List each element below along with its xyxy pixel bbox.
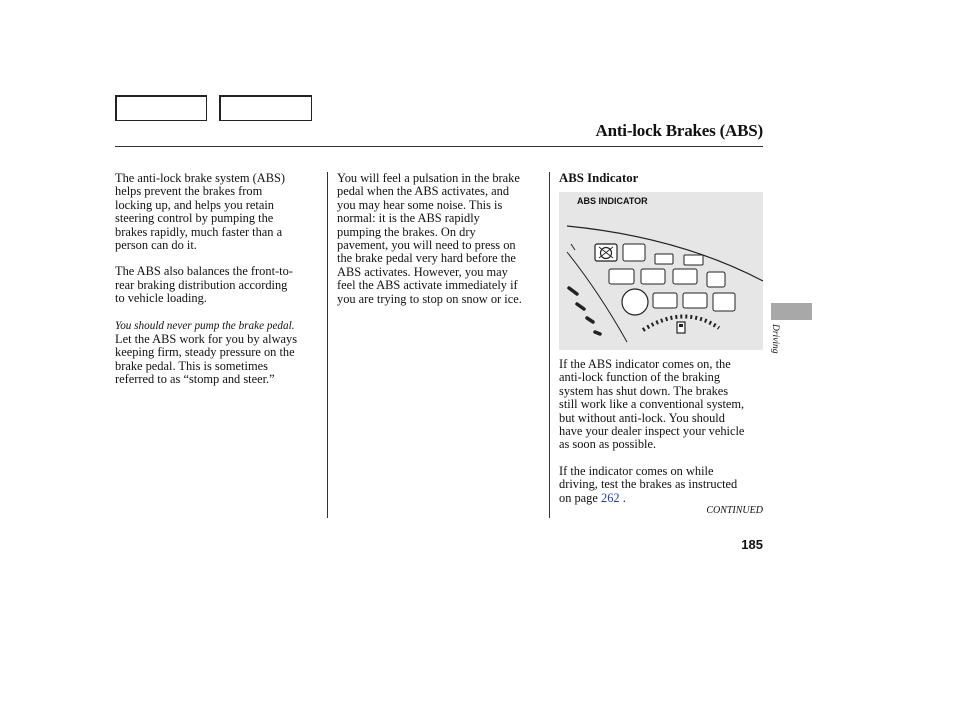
reference-suffix: .	[619, 490, 626, 505]
pedal-warning-text: You should never pump the brake pedal.	[115, 319, 295, 332]
continued-label: CONTINUED	[706, 505, 763, 516]
column-3	[559, 172, 764, 191]
figure-label: ABS INDICATOR	[577, 196, 648, 206]
section-tab-label: Driving	[770, 324, 780, 354]
previous-page-button[interactable]	[115, 95, 207, 121]
abs-indicator-heading: ABS Indicator	[559, 171, 639, 185]
fuel-icon	[677, 322, 685, 333]
stomp-steer-paragraph: Let the ABS work for you by always keeping firm, steady pressure on the brake pedal. This is sometimes referred to as “stomp and steer.”	[115, 332, 298, 387]
next-page-button[interactable]	[219, 95, 312, 121]
indicator-on-paragraph: If the ABS indicator comes on, the anti-lock function of the braking system has shut down. The brakes still work like a conventional system, but without anti-lock. You should have your dealer inspect your vehicle as soon as possible.	[559, 357, 745, 452]
page-number: 185	[741, 537, 763, 552]
page-reference-link[interactable]: 262	[601, 490, 620, 505]
column-3-text	[559, 358, 764, 518]
section-tab[interactable]	[771, 303, 812, 320]
instrument-cluster-illustration	[559, 192, 763, 350]
test-brakes-text: If the indicator comes on while driving, test the brakes as instructed on page	[559, 463, 738, 505]
title-rule	[115, 146, 763, 147]
column-1	[115, 172, 320, 400]
column-2	[337, 172, 543, 319]
column-divider	[327, 172, 328, 518]
abs-intro-paragraph: The anti-lock brake system (ABS) helps prevent the brakes from locking up, and helps you retain steering control by pumping the brakes rapidly, much faster than a person can do it.	[115, 171, 285, 253]
pulsation-paragraph: You will feel a pulsation in the brake pedal when the ABS activates, and you may hear some noise. This is normal: it is the ABS rapidly pumping the brakes. On dry pavement, you will need to press on the brake pedal very hard before the ABS activates. However, you may feel the ABS activate immediately if you are trying to stop on snow or ice.	[337, 171, 522, 306]
abs-indicator-figure	[559, 192, 763, 350]
test-brakes-paragraph	[559, 465, 764, 505]
page-title: Anti-lock Brakes (ABS)	[595, 121, 763, 140]
pedal-note	[115, 319, 320, 333]
column-divider	[549, 172, 550, 518]
abs-balance-paragraph: The ABS also balances the front-to- rear braking distribution according to vehicle loading.	[115, 264, 293, 306]
